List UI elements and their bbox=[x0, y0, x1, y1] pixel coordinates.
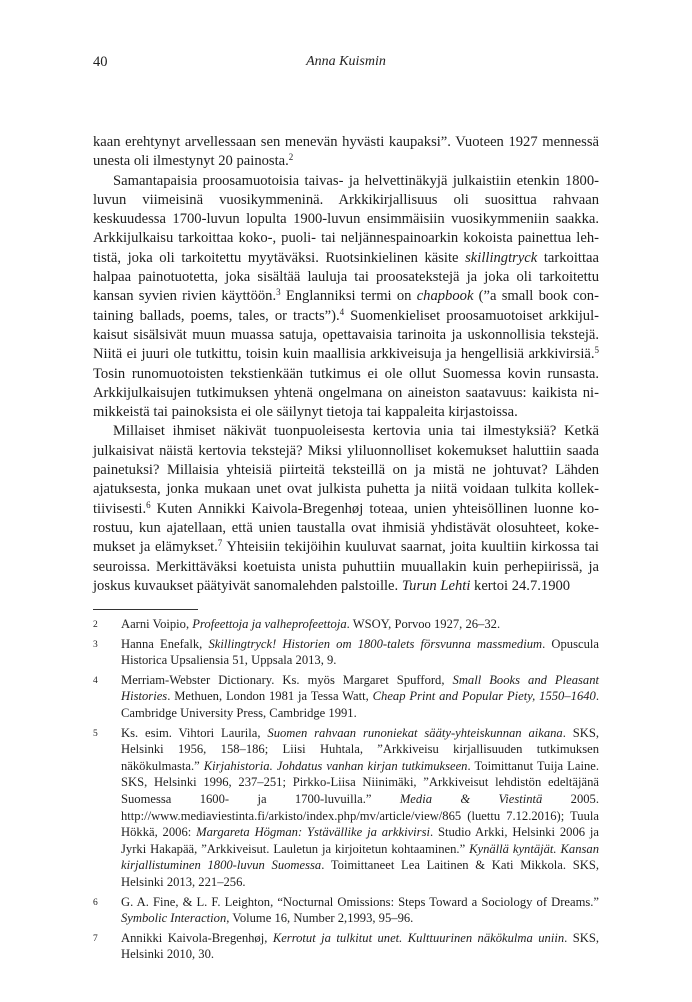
footnote-3 bbox=[93, 636, 599, 669]
body-text bbox=[93, 133, 599, 596]
footnote-number: 3 bbox=[93, 639, 98, 650]
text-run: . Studio Arkki, Helsinki 2006 ja Jyrki Hakapää, ”Arkkiveisut. Lauletun ja kirjoitetun kohtaaminen.” bbox=[121, 825, 599, 856]
text-run: Yhteisiin tekijöihin kuuluvat saarnat, joita kuultiin kirkossa tai seuroissa. Merkittäväksi koetuista unista puhuttiin muuallakin kuin perhepiirissä, ja joskus kuvaukset päätyivät sanomalehden palstoille. bbox=[93, 539, 599, 594]
text-run: . Cambridge University Press, Cambridge 1991. bbox=[121, 689, 599, 720]
footnote-2 bbox=[93, 616, 599, 633]
footnote-ref: 5 bbox=[594, 345, 599, 356]
footnote-number: 6 bbox=[93, 897, 98, 908]
text-run: tarkoittaa halpaa painotuotetta, joka sisältää lauluja tai proosatekstejä ja joka oli tarkoitettu kansan syvien rivien käyttöön. bbox=[93, 249, 599, 305]
text-run: Kuten Annikki Kaivola-Bregenhøj toteaa, unien yhteisöllinen luonne korostuu, kun ajatellaan, että unien taustalla ovat ihmisiä yhdistävät olosuhteet, kokemukset ja elämykset. bbox=[93, 500, 599, 556]
italic-term: chapbook bbox=[416, 288, 474, 305]
paragraph-3 bbox=[93, 422, 599, 596]
text-run: . Toimittanut Tuija Laine. SKS, Helsinki 1996, 237–251; Pirkko-Liisa Niinimäki, ”Arkkiveisut lehdistön edeltäjänä Suomessa 1600- ja 1700-luvuilla.” bbox=[121, 758, 599, 806]
text-run: 2005. http://www.mediaviestinta.fi/arkisto/index.php/mv/article/view/865 (luettu 7.12.2016); Tuula Hökkä, 2006: bbox=[121, 791, 599, 840]
text-run: Hanna Enefalk, bbox=[121, 636, 209, 651]
footnote-number: 5 bbox=[93, 728, 98, 739]
italic-title: Profeettoja ja valheprofeettoja bbox=[192, 617, 347, 631]
text-run: . Toimittaneet Lea Laitinen & Kati Mikkola. SKS, Helsinki 2013, 221–256. bbox=[121, 858, 599, 889]
text-run: Tosin runomuotoisten tekstienkään tutkimus ei ole ollut Suomessa kovin runsasta. Arkkijulkaisujen tutkimuksen yhtenä ongelmana on aineiston saatavuus: kaikista nimikkeistä tai painoksista ei ole säilynyt tietoja tai kappaleita kirjastoissa. bbox=[93, 365, 599, 421]
footnote-7 bbox=[93, 930, 599, 963]
text-run: kaan erehtynyt arvellessaan sen menevän hyvästi kaupaksi”. Vuoteen 1927 mennessä unesta oli ilmestynyt 20 painosta. bbox=[93, 134, 599, 170]
italic-title: Margareta Högman: Ystävällike ja arkkivirsi bbox=[196, 825, 430, 840]
text-run: . Opuscula Historica Upsaliensia 51, Uppsala 2013, 9. bbox=[121, 636, 599, 668]
text-run: Englanniksi termi on bbox=[280, 288, 417, 305]
italic-title: Media & Viestintä bbox=[399, 791, 543, 806]
text-run: Samantapaisia proosamuotoisia taivas- ja helvettinäkyjä julkaistiin etenkin 1800-luvun viimeisinä vuosikymmeninä. Arkkikirjallisuus oli suosittua rahvaan keskuudessa 1700-luvun lopulta 1900-luvun ensimmäisiin vuosikymmeniin saakka. Arkkijulkaisu tarkoittaa koko-, puoli- tai neljännespainoarkin kokoista painettua lehtistä, joka oli tarkoitettu myytäväksi. Ruotsinkielinen käsite bbox=[93, 172, 599, 266]
italic-title: Kynällä kyntäjät. Kansan kirjallistuminen 1800-luvun Suomessa bbox=[121, 841, 599, 873]
footnote-separator bbox=[93, 609, 198, 610]
running-head: Anna Kuismin bbox=[306, 54, 386, 69]
paragraph-2 bbox=[93, 172, 599, 423]
footnote-number: 4 bbox=[93, 675, 98, 686]
footnote-ref: 7 bbox=[217, 538, 223, 549]
footnote-6 bbox=[93, 894, 599, 927]
footnote-ref: 2 bbox=[288, 152, 294, 163]
italic-title: Turun Lehti bbox=[401, 577, 471, 594]
text-run: (”a small book containing ballads, poems, tales, or tracts”). bbox=[93, 288, 599, 324]
italic-term: skillingtryck bbox=[465, 249, 538, 266]
text-run: . WSOY, Porvoo 1927, 26–32. bbox=[346, 617, 501, 631]
text-run: . SKS, Helsinki 2010, 30. bbox=[121, 930, 599, 962]
text-run: Aarni Voipio, bbox=[121, 617, 193, 631]
footnote-number: 2 bbox=[93, 620, 98, 630]
italic-title: Kerrotut ja tulkitut unet. Kulttuurinen näkökulma uniin bbox=[272, 930, 565, 945]
footnote-number: 7 bbox=[93, 933, 98, 944]
text-run: . SKS, Helsinki 1956, 158–186; Liisi Huhtala, ”Arkkiveisu kirjallisuuden tutkimuksen näkökulmasta.” bbox=[121, 725, 599, 773]
italic-title: Suomen rahvaan runoniekat sääty-yhteiskunnan aikana bbox=[267, 725, 563, 740]
footnote-ref: 6 bbox=[146, 499, 151, 510]
text-run: kertoi 24.7.1900 bbox=[470, 577, 571, 594]
text-run: , Volume 16, Number 2,1993, 95–96. bbox=[226, 911, 414, 926]
page-header bbox=[93, 54, 599, 74]
paragraph-1 bbox=[93, 133, 599, 172]
text-run: Merriam-Webster Dictionary. Ks. myös Margaret Spufford, bbox=[121, 672, 453, 687]
footnote-ref: 4 bbox=[339, 306, 345, 317]
text-run: Suomenkieliset proosamuotoiset arkkijulkaisut sisälsivät muun muassa satuja, opettavaisia tarinoita ja uskonnollisia tekstejä. Niitä ei juuri ole tutkittu, toisin kuin maallisia arkkiveisuja ja hengellisiä arkkivirsiä. bbox=[93, 307, 599, 363]
footnote-ref: 3 bbox=[276, 287, 281, 298]
footnotes bbox=[93, 616, 599, 966]
text-run: Ks. esim. Vihtori Laurila, bbox=[121, 725, 268, 740]
italic-title: Skillingtryck! Historien om 1800-talets försvunna massmedium bbox=[208, 636, 543, 651]
text-run: . Methuen, London 1981 ja Tessa Watt, bbox=[167, 689, 373, 704]
footnote-4 bbox=[93, 672, 599, 722]
text-run: Annikki Kaivola-Bregenhøj, bbox=[121, 930, 273, 945]
italic-title: Symbolic Interaction bbox=[121, 911, 227, 926]
page-number: 40 bbox=[93, 54, 108, 70]
italic-title: Cheap Print and Popular Piety, 1550–1640 bbox=[372, 689, 596, 704]
italic-title: Small Books and Pleasant Histories bbox=[121, 672, 599, 704]
text-run: Millaiset ihmiset näkivät tuonpuoleisesta kertovia unia tai ilmestyksiä? Ketkä julkaisivat näistä kertovia tekstejä? Miksi yliluonnolliset kokemukset haluttiin saada painetuksi? Millaisia yhteisiä piirteitä teksteillä on ja mistä ne johtuvat? Lähden ajatuksesta, jonka mukaan unet ovat julkista puhetta ja niitä voidaan tulkita kollektiivisesti. bbox=[93, 423, 599, 517]
footnote-5 bbox=[93, 725, 599, 891]
text-run: G. A. Fine, & L. F. Leighton, “Nocturnal Omissions: Steps Toward a Sociology of Dreams.” bbox=[121, 894, 599, 909]
italic-title: Kirjahistoria. Johdatus vanhan kirjan tutkimukseen bbox=[203, 758, 468, 773]
